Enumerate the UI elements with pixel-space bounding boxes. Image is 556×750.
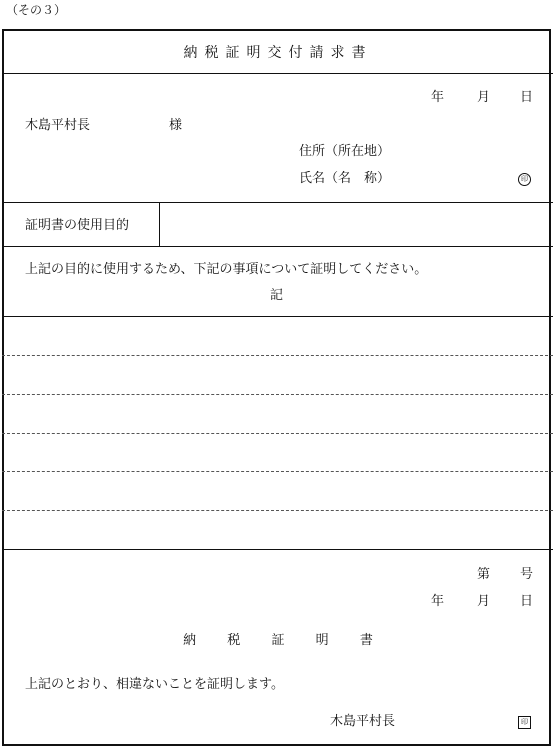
- certificate-date-month: 月: [477, 594, 491, 609]
- record-line[interactable]: [2, 355, 553, 356]
- record-line[interactable]: [2, 471, 553, 472]
- purpose-field[interactable]: [164, 206, 544, 242]
- request-date-month: 月: [477, 90, 491, 105]
- certificate-issuer: 木島平村長: [330, 714, 396, 729]
- request-date-year: 年: [431, 90, 445, 105]
- address-label: 住所（所在地）: [299, 144, 391, 159]
- request-title: 納税証明交付請求書: [183, 45, 373, 61]
- purpose-top-divider: [2, 202, 553, 203]
- page-label: （その３）: [6, 3, 67, 17]
- request-date-day: 日: [520, 90, 534, 105]
- record-line[interactable]: [2, 433, 553, 434]
- certificate-number-prefix: 第: [477, 567, 491, 582]
- record-label: 記: [270, 288, 284, 303]
- address-value[interactable]: [400, 141, 540, 161]
- name-value[interactable]: [400, 168, 510, 188]
- official-seal-icon: 印: [518, 716, 531, 729]
- addressee: 木島平村長: [25, 118, 91, 133]
- certificate-title: 納税証明書: [183, 633, 405, 648]
- request-body-text: 上記の目的に使用するため、下記の事項について証明してください。: [25, 262, 428, 277]
- purpose-separator: [159, 202, 160, 246]
- certificate-date-day: 日: [520, 594, 534, 609]
- certificate-divider: [2, 549, 553, 550]
- purpose-label: 証明書の使用目的: [25, 218, 130, 233]
- certificate-date-year: 年: [431, 594, 445, 609]
- title-divider: [2, 73, 553, 74]
- record-line[interactable]: [2, 510, 553, 511]
- record-line[interactable]: [2, 394, 553, 395]
- certificate-body-text: 上記のとおり、相違ないことを証明します。: [25, 677, 284, 692]
- name-label: 氏名（名 称）: [299, 171, 391, 186]
- certificate-number-suffix: 号: [520, 567, 534, 582]
- purpose-bottom-divider: [2, 246, 553, 247]
- record-section-divider: [2, 316, 553, 317]
- addressee-honorific: 様: [169, 118, 183, 133]
- seal-icon: 印: [518, 173, 531, 186]
